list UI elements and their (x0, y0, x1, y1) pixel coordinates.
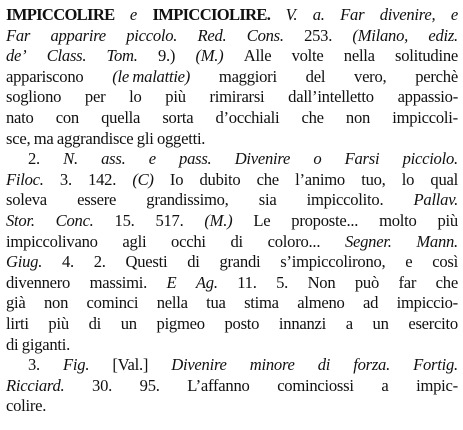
entry-word: IMPICCOLIRE (6, 5, 115, 24)
entry-word: di (187, 252, 200, 272)
entry-word: (M.) (204, 210, 233, 230)
entry-line (6, 335, 458, 356)
entry-line (6, 293, 458, 314)
entry-word: più (165, 87, 186, 107)
entry-word: Filoc. (6, 169, 44, 189)
entry-word: lo (129, 87, 142, 107)
entry-word: quella (101, 107, 141, 127)
entry-word: grandi (219, 252, 261, 272)
entry-word: 142. (88, 169, 117, 189)
entry-word: lirti (6, 313, 29, 333)
entry-word: Conc. (55, 210, 94, 230)
entry-word: picciolo. (402, 149, 458, 169)
entry-word: Farsi (344, 149, 380, 169)
entry-word: Le (253, 210, 271, 230)
entry-word: nella (343, 46, 375, 66)
entry-word: L’affanno (187, 375, 250, 395)
entry-line (6, 108, 458, 129)
entry-line (6, 252, 458, 273)
entry-word: V. (285, 5, 298, 24)
entry-word: Divenire (234, 149, 291, 169)
entry-word: di (317, 355, 331, 375)
entry-word: Far (6, 25, 31, 45)
entry-word: o (313, 149, 322, 169)
entry-word: ediz. (428, 25, 458, 45)
entry-word: proposte... (291, 210, 359, 230)
entry-word: s’impiccolirono, (280, 252, 386, 272)
entry-line (6, 87, 458, 108)
entry-word: rimirarsi (209, 87, 265, 107)
entry-line (6, 211, 458, 232)
entry-word: Questi (125, 252, 168, 272)
entry-word: e (129, 5, 138, 24)
entry-word: dall’intelletto (288, 87, 374, 107)
entry-word: piccolo. (126, 25, 178, 45)
entry-word: a (345, 313, 353, 333)
entry-word: coloro... (267, 231, 321, 251)
entry-word: cominci (86, 293, 139, 313)
entry-word: de’ (6, 46, 27, 66)
entry-word: Ricciard. (6, 375, 65, 395)
entry-word: non (345, 107, 371, 127)
entry-word: minore (249, 355, 295, 375)
entry-word: più (437, 210, 458, 230)
entry-word: (M.) (195, 46, 224, 66)
entry-word: innanzi (278, 313, 327, 333)
entry-word: Pallav. (413, 190, 458, 210)
entry-word: 11. (237, 272, 257, 292)
entry-line (6, 396, 458, 417)
entry-word: Io (169, 169, 184, 189)
entry-word: 95. (139, 375, 160, 395)
entry-line (6, 314, 458, 335)
entry-word: Far (340, 5, 365, 24)
entry-word: ad (363, 293, 379, 313)
entry-word: Red. (197, 25, 227, 45)
entry-word: apparire (50, 25, 106, 45)
entry-word: 15. (114, 210, 135, 230)
entry-line (6, 232, 458, 253)
entry-word: e (405, 252, 413, 272)
entry-word: agli (122, 231, 147, 251)
entry-word: vero, (354, 66, 387, 86)
entry-word: 253. (304, 25, 333, 45)
entry-line (6, 149, 458, 170)
entry-word: 4. (61, 252, 74, 272)
entry-word: grandissimo, (146, 190, 229, 210)
entry-word: divennero (6, 272, 71, 292)
entry-word: colire. (6, 396, 47, 416)
entry-word: N. (63, 149, 78, 169)
entry-word: 2. (93, 252, 106, 272)
entry-word: che (301, 107, 324, 127)
entry-word: che (256, 169, 279, 189)
entry-word: 517. (155, 210, 184, 230)
entry-word: 3. (28, 355, 40, 375)
entry-word: di (88, 313, 102, 333)
entry-word: tua (206, 293, 226, 313)
entry-line (6, 355, 458, 376)
entry-word: Fortig. (413, 355, 458, 375)
entry-word: nella (156, 293, 188, 313)
entry-word: Cons. (246, 25, 284, 45)
entry-word: stima (244, 293, 279, 313)
entry-word: Mann. (416, 231, 458, 251)
entry-word: (le malattie) (112, 66, 191, 86)
entry-word: appassio- (397, 87, 458, 107)
entry-word: appariscono (6, 66, 84, 86)
entry-word: a (381, 375, 389, 395)
entry-word: massimi. (89, 272, 148, 292)
entry-word: Segner. (344, 231, 392, 251)
entry-word: non (43, 293, 69, 313)
entry-word: impiccolito. (306, 190, 384, 210)
entry-word: l’animo (295, 169, 345, 189)
entry-word: 9.) (157, 46, 176, 66)
entry-word: di giganti. (6, 334, 71, 354)
entry-word: sce, ma aggrandisce gli oggetti. (6, 128, 206, 148)
dictionary-entry (6, 5, 458, 417)
entry-word: d’occhiali (215, 107, 280, 127)
entry-word: maggiori (218, 66, 277, 86)
entry-word: sogliono (6, 87, 62, 107)
entry-word: volte (291, 46, 324, 66)
entry-word: impiccoli- (392, 107, 458, 127)
entry-word: molto (379, 210, 417, 230)
entry-word: impiccio- (396, 293, 458, 313)
entry-word: 5. (276, 272, 289, 292)
entry-word: perchè (415, 66, 458, 86)
entry-line (6, 5, 458, 26)
entry-word: così (432, 252, 458, 272)
entry-word: IMPICCIOLIRE. (152, 5, 271, 24)
entry-word: un (372, 313, 389, 333)
entry-word: pigmeo (156, 313, 205, 333)
entry-line (6, 26, 458, 47)
entry-word: pass. (179, 149, 212, 169)
entry-word: cominciossi (277, 375, 354, 395)
entry-word: già (6, 293, 26, 313)
entry-word: solitudine (395, 46, 458, 66)
entry-word: Fig. (63, 355, 90, 375)
entry-word: a. (312, 5, 325, 24)
entry-word: qual (430, 169, 458, 189)
entry-word: Giug. (6, 252, 43, 272)
entry-word: far (398, 272, 417, 292)
entry-word: (Milano, (352, 25, 409, 45)
entry-word: impic- (416, 375, 458, 395)
entry-line (6, 190, 458, 211)
entry-word: almeno (297, 293, 345, 313)
entry-word: sia (258, 190, 277, 210)
entry-line (6, 67, 458, 88)
entry-word: Alle (243, 46, 272, 66)
entry-line (6, 46, 458, 67)
entry-word: 3. (59, 169, 72, 189)
entry-word: del (305, 66, 326, 86)
entry-line (6, 129, 458, 150)
entry-word: 2. (28, 149, 40, 169)
entry-word: tuo, (361, 169, 386, 189)
entry-word: essere (77, 190, 117, 210)
entry-word: ass. (101, 149, 126, 169)
entry-word: dubito (199, 169, 241, 189)
entry-word: esercito (408, 313, 458, 333)
entry-word: un (120, 313, 137, 333)
entry-word: più (48, 313, 69, 333)
entry-word: [Val.] (112, 355, 149, 375)
entry-line (6, 170, 458, 191)
entry-word: Stor. (6, 210, 35, 230)
entry-word: divenire, (379, 5, 436, 24)
entry-word: impiccolivano (6, 231, 98, 251)
entry-word: occhi (171, 231, 206, 251)
entry-word: Ag. (195, 272, 218, 292)
entry-word: Tom. (106, 46, 138, 66)
entry-word: di (230, 231, 243, 251)
entry-word: nato (6, 107, 34, 127)
entry-word: Divenire (171, 355, 227, 375)
entry-line (6, 376, 458, 397)
entry-word: con (55, 107, 79, 127)
entry-word: forza. (353, 355, 391, 375)
entry-word: per (84, 87, 106, 107)
entry-word: e (450, 5, 458, 24)
entry-word: Class. (46, 46, 87, 66)
entry-word: lo (401, 169, 415, 189)
entry-word: e (148, 149, 156, 169)
entry-word: 30. (92, 375, 113, 395)
entry-word: soleva (6, 190, 47, 210)
entry-word: sorta (162, 107, 194, 127)
entry-word: posto (224, 313, 260, 333)
entry-word: (C) (132, 169, 154, 189)
entry-word: E (166, 272, 177, 292)
entry-word: che (435, 272, 458, 292)
entry-word: può (354, 272, 380, 292)
entry-line (6, 273, 458, 294)
entry-word: Non (307, 272, 336, 292)
